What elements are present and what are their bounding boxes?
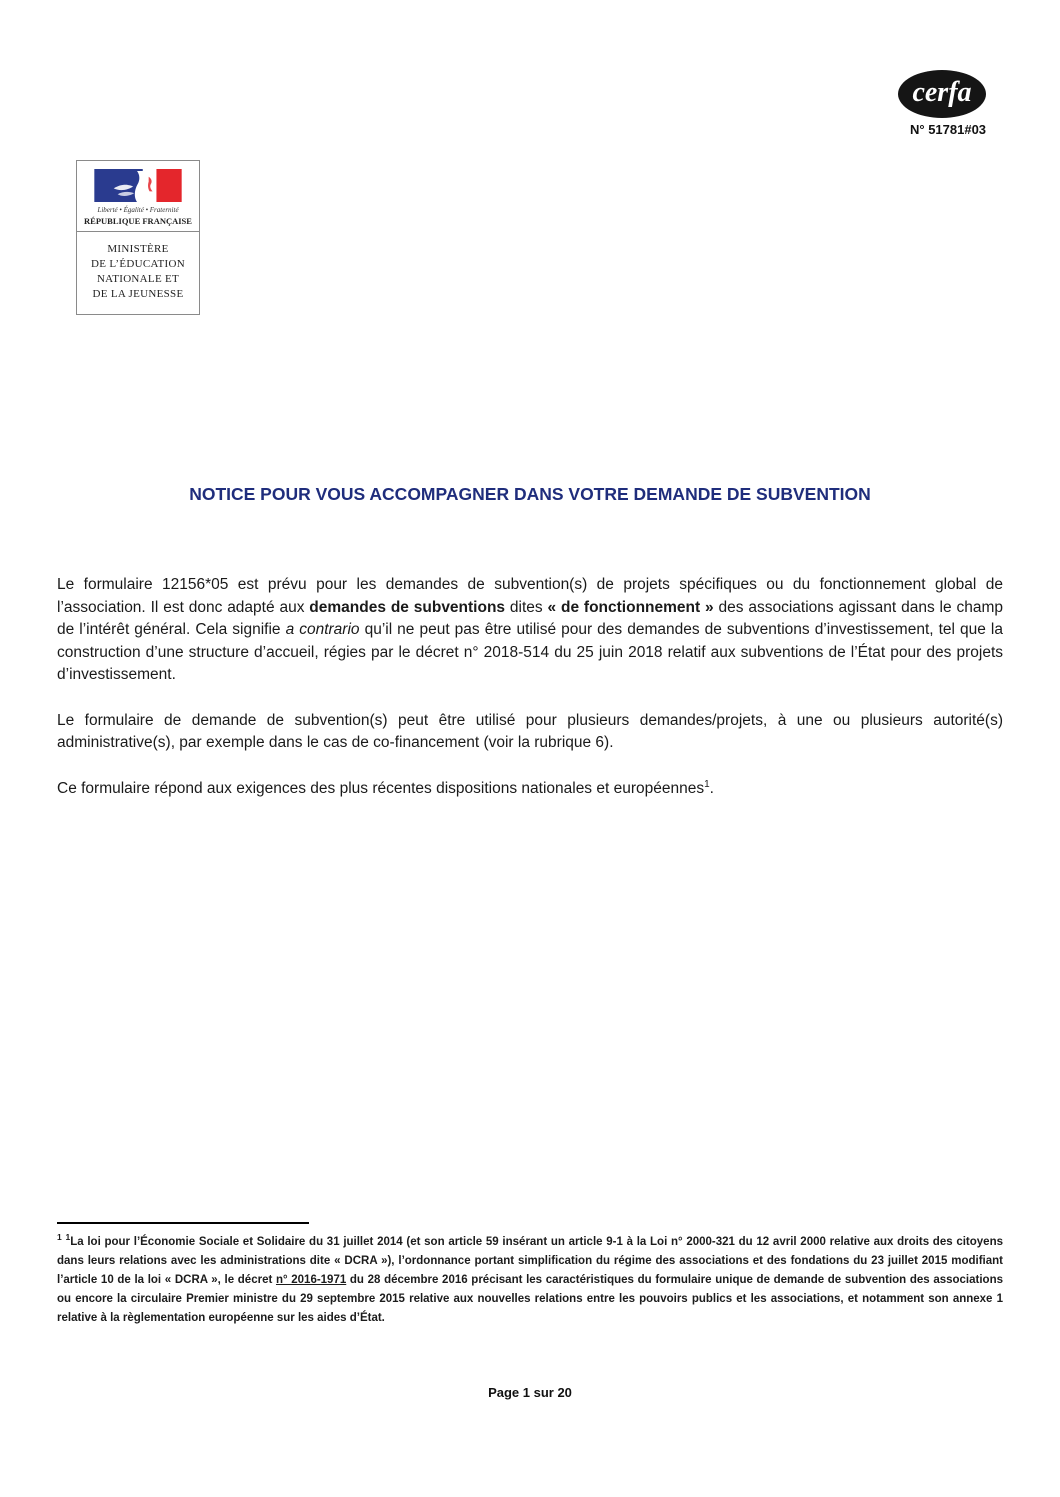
footnote-section xyxy=(57,1222,1003,1328)
ministry-name-line: DE L’ÉDUCATION xyxy=(91,258,185,270)
footnote-separator-rule xyxy=(57,1222,309,1224)
p3-text: Ce formulaire répond aux exigences des plus récentes dispositions nationales et européennes xyxy=(57,779,705,797)
ministry-logo xyxy=(76,160,200,315)
cerfa-logo-icon xyxy=(898,70,986,118)
ministry-name-line: NATIONALE ET xyxy=(96,273,180,285)
footnote-marker: 1 xyxy=(65,1232,71,1243)
page-title: NOTICE POUR VOUS ACCOMPAGNER DANS VOTRE DEMANDE DE SUBVENTION xyxy=(189,484,871,504)
footnote-decree-link[interactable]: n° 2016-1971 xyxy=(275,1274,347,1286)
p1-text: qu’il ne peut pas être utilisé pour des demandes de subventions d’investissement, tel que la construction d’une structure d’accueil, régies par le décret n° 2018-514 du 25 juin 2018 relatif aux subventions de l’État pour des projets d’investissement. xyxy=(57,621,1003,683)
ministry-name-line: DE LA JEUNESSE xyxy=(92,288,184,300)
paragraph-1 xyxy=(57,574,1003,687)
cerfa-logo xyxy=(898,70,1008,137)
footnote-marker: 1 xyxy=(57,1232,62,1243)
liberte-egalite-fraternite-motto: Liberté • Égalité • Fraternité xyxy=(97,206,179,214)
french-flag-marianne-icon xyxy=(94,169,182,202)
cerfa-logo-text: cerfa xyxy=(912,76,972,108)
p1-text: dites xyxy=(505,598,548,616)
ministry-name xyxy=(77,232,199,314)
page-number: Page 1 sur 20 xyxy=(488,1385,572,1400)
cerfa-form-number: N° 51781#03 xyxy=(910,122,987,137)
document-body xyxy=(57,574,1003,823)
p1-bold-demandes: demandes de subventions xyxy=(309,598,506,616)
footnote-reference-1: 1 xyxy=(704,778,710,790)
paragraph-2 xyxy=(57,710,1003,755)
p1-italic-a-contrario: a contrario xyxy=(285,621,360,638)
republique-francaise-block xyxy=(77,161,199,232)
paragraph-3 xyxy=(57,778,1003,801)
footnote-body: La loi pour l’Économie Sociale et Solidaire du 31 juillet 2014 (et son article 59 insérant un article 9-1 à la Loi n° 2000-321 du 12 avril 2000 relative aux droits des citoyens dans leurs relations avec les administrations dite « DCRA »), l’ordonnance portant simplification du régime des associations et des fondations du 23 juillet 2015 modifiant l’article 10 de la loi « DCRA », le décret xyxy=(57,1236,1003,1286)
republique-francaise-label: RÉPUBLIQUE FRANÇAISE xyxy=(84,216,192,226)
footnote-text xyxy=(57,1233,1003,1328)
p3-period: . xyxy=(709,779,714,797)
p1-text: Le formulaire 12156*05 est prévu pour les demandes de subvention(s) de projets spécifiques ou du fonctionnement global de l’association. Il est donc adapté aux xyxy=(57,576,1003,616)
p2-text: Le formulaire de demande de subvention(s) peut être utilisé pour plusieurs demandes/projets, à une ou plusieurs autorité(s) administrative(s), par exemple dans le cas de co-financement (voir la rubrique 6). xyxy=(57,711,1003,751)
p1-bold-fonctionnement: « de fonctionnement » xyxy=(547,598,714,616)
footnote-body: du 28 décembre 2016 précisant les caractéristiques du formulaire unique de demande de subvention des associations ou encore la circulaire Premier ministre du 29 septembre 2015 relative aux nouvelles relations entre les pouvoirs publics et les associations, et notamment son annexe 1 relative à la règlementation européenne sur les aides d’État. xyxy=(57,1274,1003,1324)
p1-text: des associations agissant dans le champ de l’intérêt général. Cela signifie xyxy=(57,598,1003,638)
ministry-name-line: MINISTÈRE xyxy=(107,243,169,255)
